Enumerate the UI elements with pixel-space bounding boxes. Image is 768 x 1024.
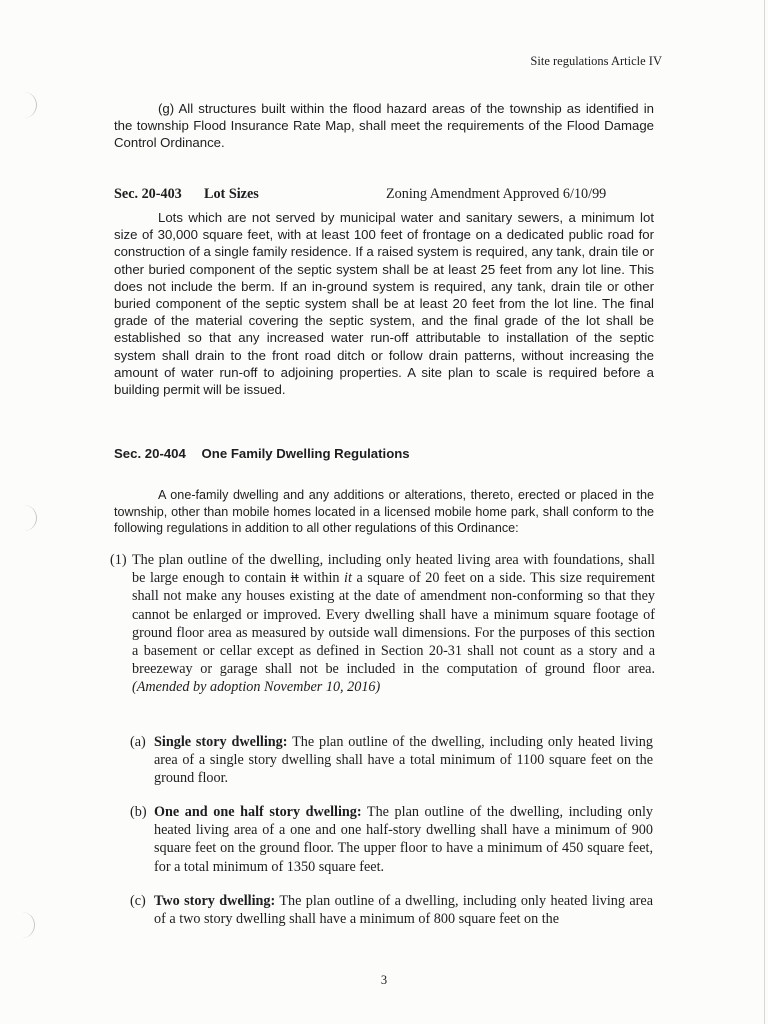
paragraph-g: (g) All structures built within the flood hazard areas of the township as identified in the township Flood Insurance Rate Map, shall meet the requirements of the Flood Damage Control Ordinance.	[114, 101, 654, 151]
sub-item-title: Two story dwelling:	[154, 893, 276, 909]
binder-hole-mark	[14, 912, 35, 938]
sub-item-text	[154, 803, 653, 876]
list-item-text	[132, 551, 655, 697]
section-title: One Family Dwelling Regulations	[201, 446, 410, 461]
section-heading-404	[114, 446, 410, 461]
sub-item-text	[154, 733, 653, 788]
amendment-note: Zoning Amendment Approved 6/10/99	[386, 186, 607, 202]
sub-item-body: The plan outline of the dwelling, including only heated living area of a single story dwelling shall have a total minimum of 1100 square feet on the ground floor.	[154, 734, 653, 787]
section-title: Lot Sizes	[204, 186, 259, 202]
page-number: 3	[380, 973, 388, 987]
sub-item-text	[154, 892, 653, 928]
sub-item-title: Single story dwelling:	[154, 734, 288, 750]
section-403-body: Lots which are not served by municipal water and sanitary sewers, a minimum lot size of 30,000 square feet, with at least 100 feet of frontage on a dedicated public road for construction of a single family residence. If a raised system is required, any tank, drain tile or other buried component of the septic system shall be at least 25 feet from any lot line. This does not include the berm. If an in-ground system is required, any tank, drain tile or other buried component of the septic system shall be at least 20 feet from the lot line. The final grade of the material covering the septic system, and the final grade of the lot shall be established so that any increased water run-off attributable to installation of the septic system shall drain to the front road ditch or follow drain patterns, without increasing the amount of water run-off to adjoining properties. A site plan to scale is required before a building permit will be issued.	[114, 210, 654, 398]
running-header: Site regulations Article IV	[530, 54, 662, 68]
section-number: Sec. 20-404	[114, 446, 186, 461]
sub-item-body: The plan outline of the dwelling, including only heated living area of a one and one half-story dwelling shall have a minimum of 900 square feet on the ground floor. The upper floor to have a minimum of 450 square feet, for a total minimum of 1350 square feet.	[154, 804, 653, 875]
list-marker: (c)	[130, 893, 146, 909]
section-404-intro: A one-family dwelling and any additions or alterations, thereto, erected or placed in the township, other than mobile homes located in a licensed mobile home park, shall conform to the following regulations in addition to all other regulations of this Ordinance:	[114, 488, 654, 536]
binder-hole-mark	[16, 505, 37, 531]
section-heading-403	[114, 186, 654, 203]
sub-item-body: The plan outline of a dwelling, including only heated living area of a two story dwelling shall have a minimum of 800 square feet on the	[154, 893, 654, 928]
sub-item-a	[130, 733, 653, 788]
sub-item-c	[130, 892, 653, 928]
sub-item-title: One and one half story dwelling:	[154, 804, 362, 820]
text-segment: The plan outline of the dwelling, including only heated living area with foundations, shall be large enough to contain	[132, 552, 655, 587]
struck-word: it	[290, 570, 299, 587]
binder-hole-mark	[16, 92, 37, 118]
scan-edge-line	[764, 0, 765, 1024]
inserted-word: it	[344, 570, 352, 587]
sub-item-b	[130, 803, 653, 876]
list-marker: (1)	[110, 552, 127, 568]
list-marker: (b)	[130, 804, 147, 820]
amended-note: (Amended by adoption November 10, 2016)	[132, 679, 381, 696]
list-marker: (a)	[130, 734, 146, 750]
section-number: Sec. 20-403	[114, 186, 182, 202]
text-segment: a square of 20 feet on a side. This size requirement shall not make any houses existing at the date of amendment non-conforming so that they cannot be enlarged or improved. Every dwelling shall have a minimum square footage of ground floor area as measured by outside wall dimensions. For the purposes of this section a basement or cellar except as defined in Section 20-31 shall not count as a story and a breezeway or garage shall not be included in the computation of ground floor area.	[132, 570, 655, 678]
list-item-1	[110, 551, 655, 697]
text-segment: within	[298, 570, 345, 587]
